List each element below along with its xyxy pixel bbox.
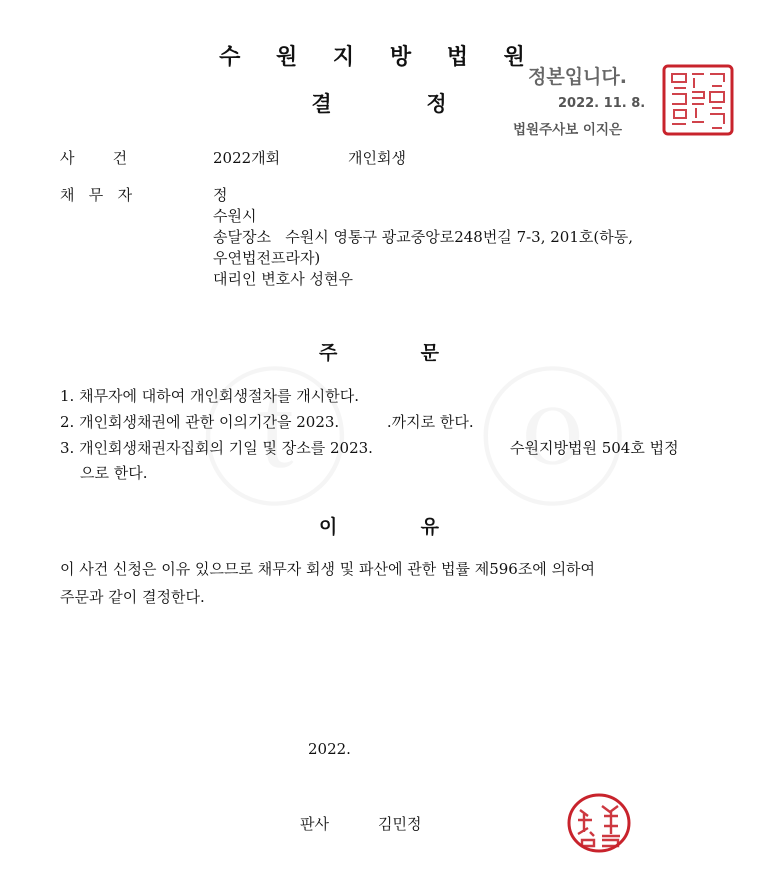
debtor-agent: 대리인 변호사 성현우 (213, 270, 353, 288)
reason-text-2: 주문과 같이 결정한다. (60, 588, 205, 606)
debtor-city: 수원시 (213, 207, 257, 225)
case-name: 개인회생 (348, 149, 406, 167)
judge-label: 판사 (300, 815, 329, 833)
decision-date: 2022. (308, 740, 351, 758)
reason-heading-char-1: 이 (319, 516, 338, 538)
reason-heading-char-2: 유 (420, 516, 439, 538)
case-label: 사 건 (60, 149, 128, 167)
debtor-address: 송달장소 수원시 영통구 광교중앙로248번길 7-3, 201호(하동, (213, 228, 633, 246)
document-type-char-1: 결 (311, 92, 332, 116)
reason-heading (0, 512, 758, 539)
order-item-2: 2. 개인회생채권에 관한 이의기간을 2023. .까지로 한다. (60, 413, 474, 431)
order-item-3-place: 수원지방법원 504호 법정 (510, 439, 679, 457)
order-item-3: 3. 개인회생채권자집회의 기일 및 장소를 2023. (60, 439, 373, 457)
order-item-3-end: 으로 한다. (80, 464, 148, 482)
judge-name: 김민정 (378, 815, 422, 833)
red-judge-seal-icon (566, 792, 632, 854)
certification-text: 정본입니다. (528, 66, 627, 88)
debtor-address-2: 우연법전프라자) (213, 249, 321, 267)
debtor-name: 정 (213, 186, 228, 204)
order-item-1: 1. 채무자에 대하여 개인회생절차를 개시한다. (60, 387, 359, 405)
order-heading (0, 338, 758, 365)
order-heading-char-2: 문 (420, 342, 439, 364)
reason-text-1: 이 사건 신청은 이유 있으므로 채무자 회생 및 파산에 관한 법률 제596조에 의하여 (60, 560, 596, 578)
certification-date: 2022. 11. 8. (558, 96, 646, 111)
case-number: 2022개회 (213, 149, 281, 167)
red-court-seal-icon (662, 64, 734, 136)
court-name: 수 원 지 방 법 원 (219, 45, 539, 70)
certification-clerk: 법원주사보 이지은 (513, 122, 623, 138)
order-heading-char-1: 주 (319, 342, 338, 364)
document-type-char-2: 정 (426, 92, 447, 116)
debtor-label: 채 무 자 (60, 186, 133, 204)
